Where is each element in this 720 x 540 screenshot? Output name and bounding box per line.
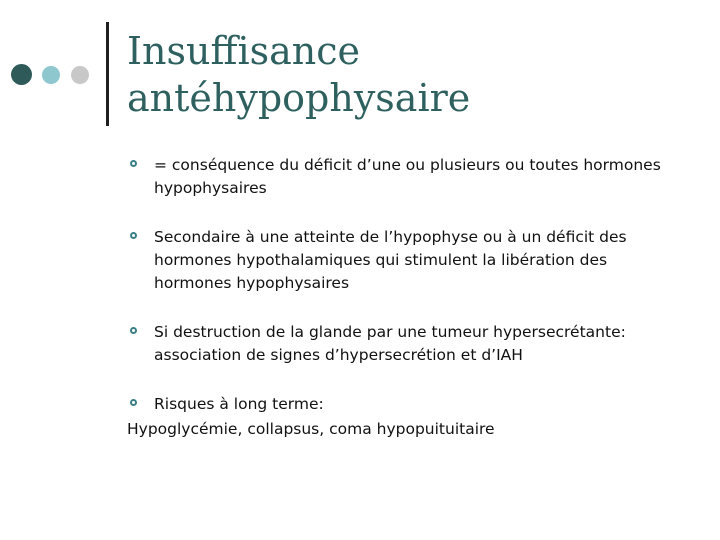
bullet-text: Secondaire à une atteinte de l’hypophyse ou à un déficit des hormones hypothalamiques qui stimulent la libération des hormones hypophysaires <box>154 228 627 292</box>
bullet-item <box>127 154 687 200</box>
bullet-ring-icon <box>130 232 137 239</box>
bullet-item <box>127 393 687 416</box>
bullet-text: Si destruction de la glande par une tumeur hypersecrétante: association de signes d’hypersecrétion et d’IAH <box>154 323 626 364</box>
title-divider <box>106 22 109 126</box>
bullet-item <box>127 226 687 295</box>
slide-body <box>127 154 687 441</box>
light-teal-dot-icon <box>42 66 60 84</box>
slide-title <box>127 28 697 122</box>
bullet-item <box>127 321 687 367</box>
bullet-ring-icon <box>130 399 137 406</box>
dark-teal-dot-icon <box>11 64 32 85</box>
bullet-ring-icon <box>130 160 137 167</box>
title-line-2: antéhypophysaire <box>127 76 471 120</box>
bullet-text: = conséquence du déficit d’une ou plusieurs ou toutes hormones hypophysaires <box>154 156 661 197</box>
gray-dot-icon <box>71 66 89 84</box>
bullet-text: Risques à long terme: <box>154 395 324 413</box>
title-line-1: Insuffisance <box>127 29 361 73</box>
bullet-ring-icon <box>130 327 137 334</box>
followup-text: Hypoglycémie, collapsus, coma hypopuituitaire <box>127 420 495 438</box>
